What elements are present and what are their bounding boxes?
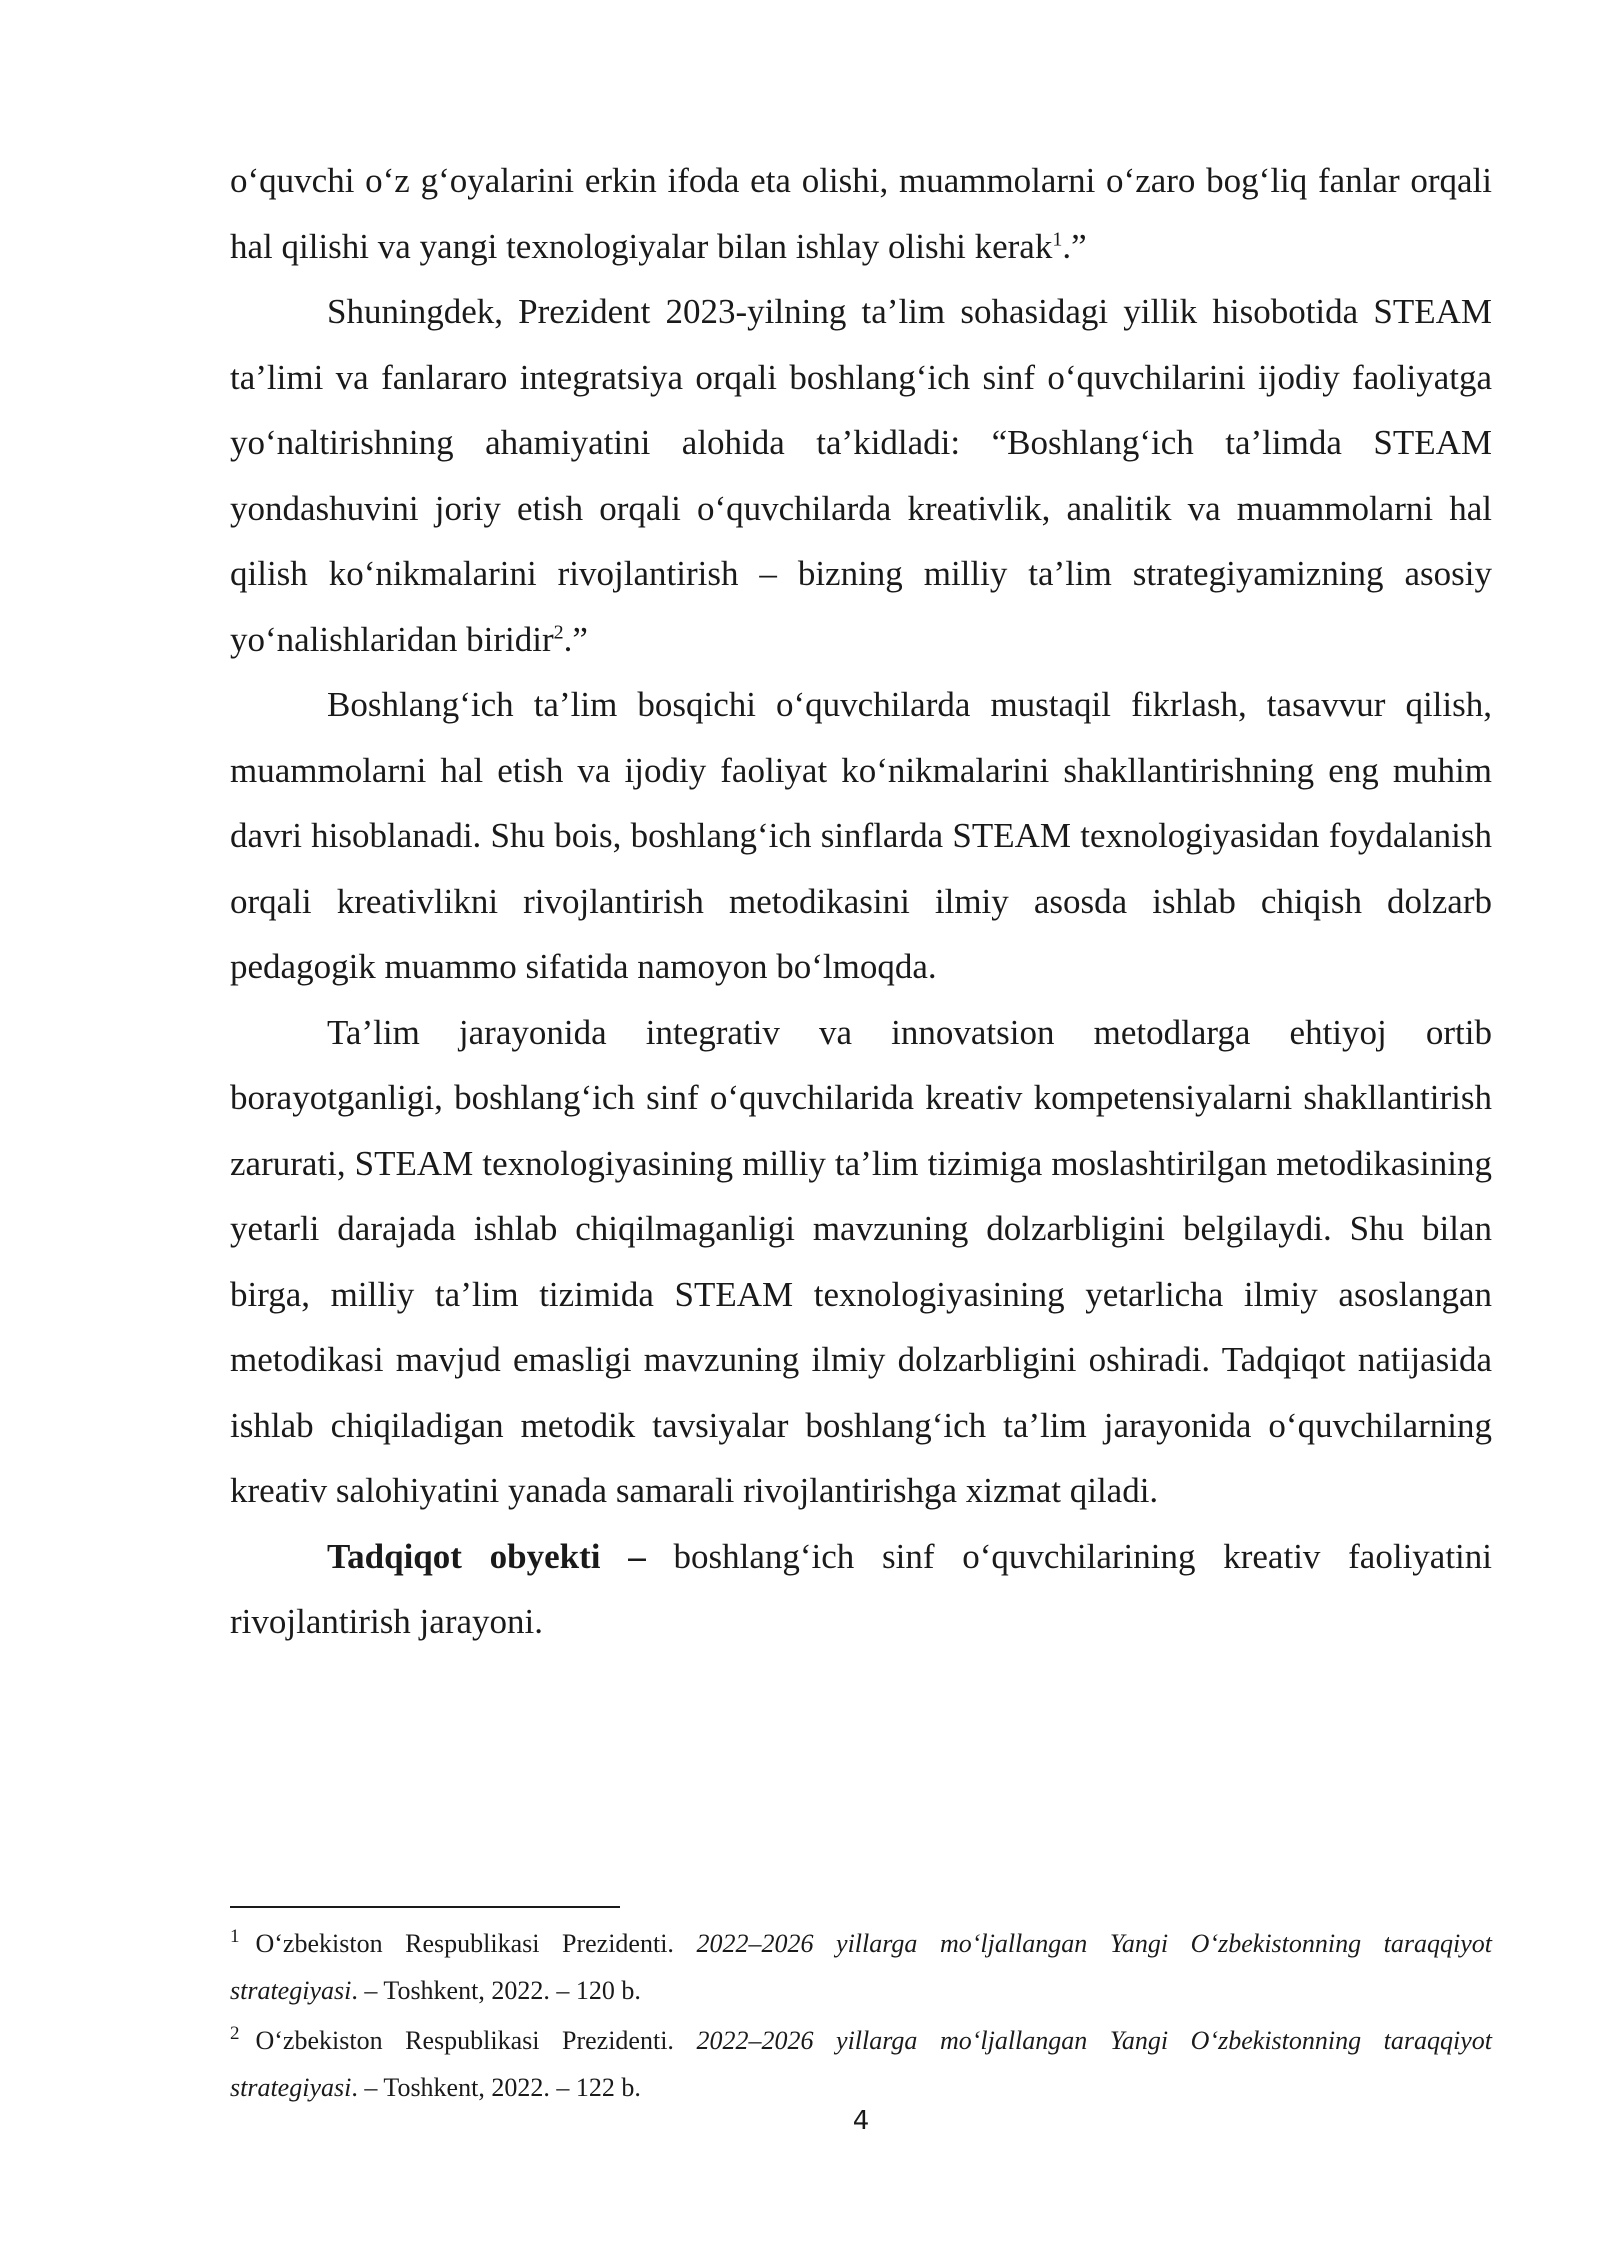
research-object-label: Tadqiqot obyekti – [327,1536,646,1576]
footnote-ref-2[interactable]: 2 [553,620,564,643]
paragraph-end: .” [1062,226,1087,266]
body-text [230,148,1492,1655]
footnote-number: 2 [230,2023,240,2045]
footnotes [230,1920,1492,2114]
page-number: 4 [852,2106,870,2136]
footnote-1 [230,1920,1492,2014]
footnote-publication: . – Toshkent, 2022. – 120 b. [351,1976,641,2005]
paragraph-text: boshlang‘ich sinf o‘quvchilarining kreativ faoliyatini rivojlantirish jarayoni. [230,1536,1492,1641]
paragraph-continuation [230,148,1492,279]
paragraph-end: .” [563,619,588,659]
paragraph-primary-stage: Boshlang‘ich ta’lim bosqichi o‘quvchilarda mustaqil fikrlash, tasavvur qilish, muammolarni hal etish va ijodiy faoliyat ko‘nikmalarini shakllantirishning eng muhim davri hisoblanadi. Shu bois, boshlang‘ich sinflarda STEAM texnologiyasidan foydalanish orqali kreativlikni rivojlantirish metodikasini ilmiy asosda ishlab chiqish dolzarb pedagogik muammo sifatida namoyon bo‘lmoqda. [230,685,1492,986]
footnote-publication: . – Toshkent, 2022. – 122 b. [351,2073,641,2102]
footnote-title: 2022–2026 yillarga mo‘ljallangan Yangi O‘zbekistonning taraqqiyot strategiyasi [230,2026,1492,2102]
footnote-number: 1 [230,1926,240,1948]
paragraph-president-report [230,279,1492,672]
footnote-2 [230,2017,1492,2111]
footnote-author: O‘zbekiston Respublikasi Prezidenti. [255,1929,697,1958]
paragraph-text: Shuningdek, Prezident 2023-yilning ta’lim sohasidagi yillik hisobotida STEAM ta’limi va fanlararo integratsiya orqali boshlang‘ich sinf o‘quvchilarini ijodiy faoliyatga yo‘naltirishning ahamiyatini alohida ta’kidladi: “Boshlang‘ich ta’limda STEAM yondashuvini joriy etish orqali o‘quvchilarda kreativlik, analitik va muammolarni hal qilish ko‘nikmalarini rivojlantirish – bizning milliy ta’lim strategiyamizning asosiy yo‘nalishlaridan biridir [230,292,1492,659]
footnote-author: O‘zbekiston Respublikasi Prezidenti. [255,2026,697,2055]
footnote-separator [230,1906,620,1908]
paragraph-relevance: Ta’lim jarayonida integrativ va innovatsion metodlarga ehtiyoj ortib borayotganligi, boshlang‘ich sinf o‘quvchilarida kreativ kompetensiyalarni shakllantirish zarurati, STEAM texnologiyasining milliy ta’lim tizimiga moslashtirilgan metodikasining yetarli darajada ishlab chiqilmaganligi mavzuning dolzarbligini belgilaydi. Shu bilan birga, milliy ta’lim tizimida STEAM texnologiyasining yetarlicha ilmiy asoslangan metodikasi mavjud emasligi mavzuning ilmiy dolzarbligini oshiradi. Tadqiqot natijasida ishlab chiqiladigan metodik tavsiyalar boshlang‘ich ta’lim jarayonida o‘quvchilarning kreativ salohiyatini yanada samarali rivojlantirishga xizmat qiladi. [230,1012,1492,1510]
paragraph-research-object [230,1524,1492,1655]
paragraph-text: o‘quvchi o‘z g‘oyalarini erkin ifoda eta olishi, muammolarni o‘zaro bog‘liq fanlar orqali hal qilishi va yangi texnologiyalar bilan ishlay olishi kerak [230,161,1492,266]
footnote-ref-1[interactable]: 1 [1052,227,1063,250]
footnote-title: 2022–2026 yillarga mo‘ljallangan Yangi O‘zbekistonning taraqqiyot strategiyasi [230,1929,1492,2005]
